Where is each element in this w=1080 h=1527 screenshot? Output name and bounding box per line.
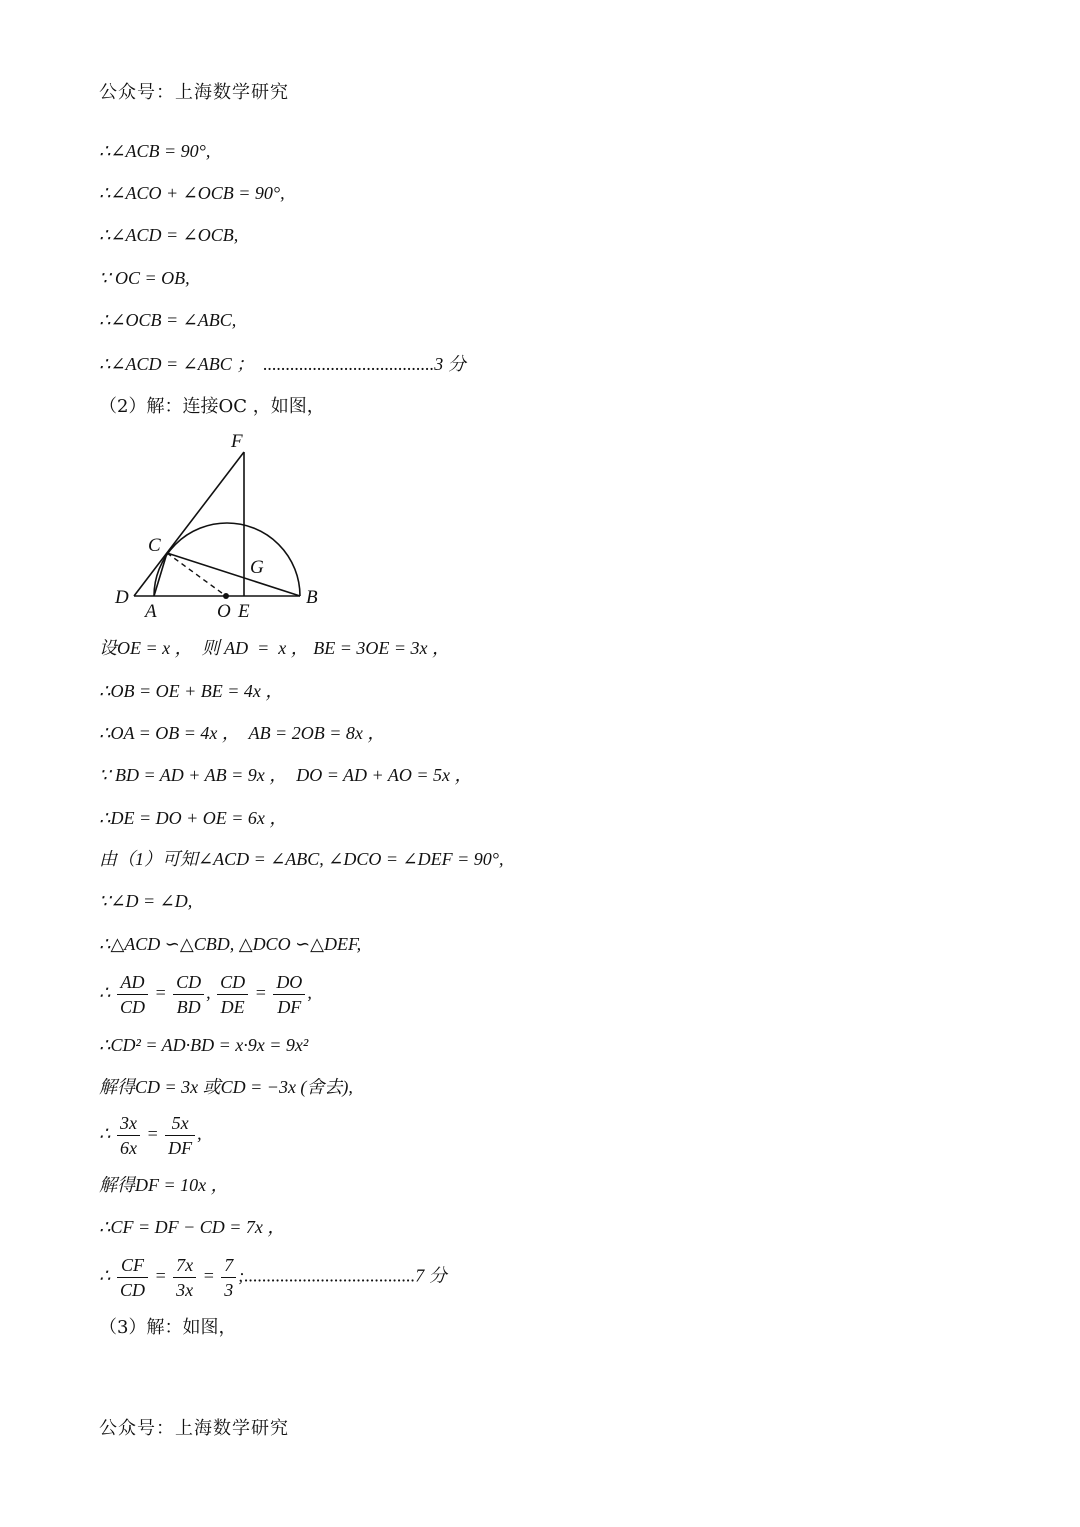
score-marker: ;......................................7 分 [238,1265,447,1286]
proof-line: 由（1）可知∠ACD = ∠ABC, ∠DCO = ∠DEF = 90°, [99,849,504,869]
fraction: $\frac{5x}{DF}$ [165,1111,195,1160]
label-f: F [231,431,243,452]
proof-line: ∴OA = OB = 4x ， AB = 2OB = 8x ， [99,723,386,743]
proof-line: ∴∠ACB = 90°, [99,141,211,161]
proof-line: ∴∠OCB = ∠ABC, [99,310,237,330]
label-g: G [250,557,264,578]
proof-line: 解得CD = 3x 或CD = −3x (舍去), [99,1077,353,1097]
fraction: $\frac{CD}{BD}$ [173,970,204,1019]
label-d: D [115,587,129,608]
fraction: $\frac{7}{3}$ [221,1253,236,1302]
label-b: B [306,587,318,608]
proof-line: ∴DE = DO + OE = 6x ， [99,808,288,828]
fraction-line-2: ∴ $\frac{3x}{6x}$ = $\frac{5x}{DF}$ , [99,1113,202,1158]
part2-heading: （2）解：连接OC ，如图， [99,396,325,417]
part3-heading: （3）解：如图， [99,1317,237,1338]
line-cb [167,553,300,596]
fraction: $\frac{DO}{DF}$ [273,970,305,1019]
point-o [223,593,229,599]
therefore-symbol: ∴ [99,1265,111,1286]
page-footer: 公众号：上海数学研究 [99,1418,289,1439]
proof-line-score: ∴∠ACD = ∠ABC ； ......................................3 分 [99,354,466,374]
page-header: 公众号：上海数学研究 [99,82,289,103]
label-e: E [238,601,250,622]
line-df [134,452,244,596]
proof-line: ∴∠ACD = ∠OCB, [99,225,239,245]
therefore-symbol: ∴ [99,982,111,1003]
proof-line: 解得DF = 10x ， [99,1175,229,1195]
fraction: $\frac{CF}{CD}$ [117,1253,148,1302]
line-co-dashed [167,553,226,596]
proof-line: ∵∠D = ∠D, [99,891,193,911]
label-c: C [148,535,161,556]
fraction: $\frac{AD}{CD}$ [117,970,148,1019]
proof-line: ∴△ACD ∽△CBD, △DCO ∽△DEF, [99,934,362,954]
proof-line: ∵ BD = AD + AB = 9x ， DO = AD + AO = 5x ， [99,765,473,785]
fraction: $\frac{7x}{3x}$ [173,1253,196,1302]
therefore-symbol: ∴ [99,1123,111,1144]
proof-line: ∴CF = DF − CD = 7x ， [99,1217,286,1237]
fraction-line-3: ∴ $\frac{CF}{CD}$ = $\frac{7x}{3x}$ = $\frac{7}{3}$ ;......................................7 分 [99,1255,447,1300]
label-a: A [145,601,157,622]
label-o: O [217,601,231,622]
fraction: $\frac{3x}{6x}$ [117,1111,140,1160]
proof-line: 设OE = x ， 则 AD = x ， BE = 3OE = 3x ， [99,638,451,658]
proof-line: ∴OB = OE + BE = 4x ， [99,681,284,701]
line-ca [154,553,167,596]
proof-line: ∵ OC = OB, [99,268,190,288]
fraction: $\frac{CD}{DE}$ [217,970,248,1019]
proof-line: ∴∠ACO + ∠OCB = 90°, [99,183,285,203]
proof-line: ∴CD² = AD·BD = x·9x = 9x² [99,1035,309,1055]
fraction-line-1: ∴ $\frac{AD}{CD}$ = $\frac{CD}{BD}$ , $\frac{CD}{DE}$ = $\frac{DO}{DF}$ , [99,972,312,1017]
